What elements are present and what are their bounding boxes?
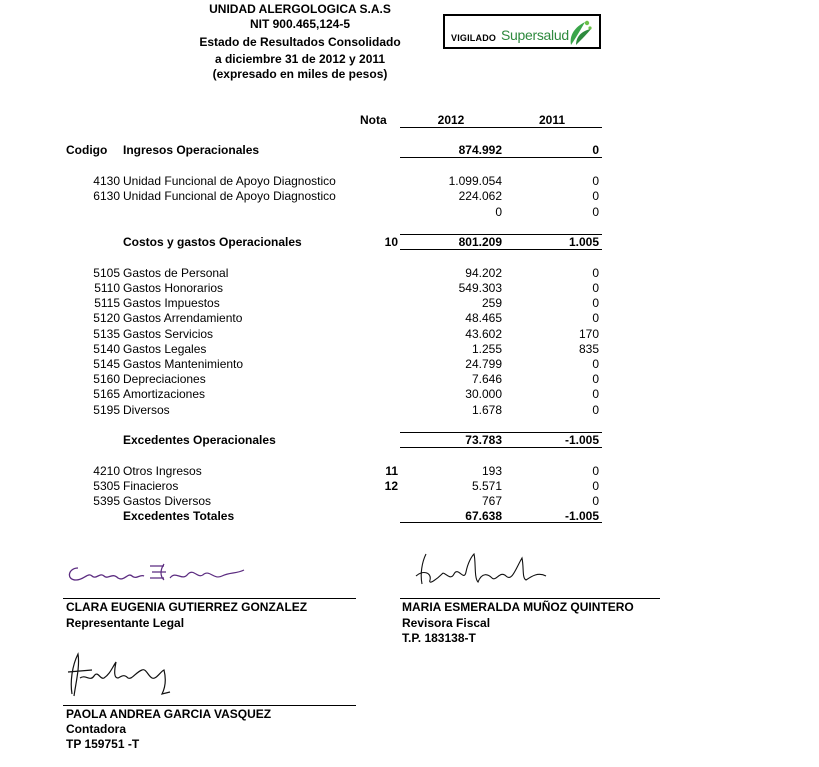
row-2012: 7.646: [471, 372, 502, 386]
row-code: 5305: [93, 479, 120, 493]
row-code: 5195: [93, 403, 120, 417]
ingresos-2011: 0: [592, 143, 599, 157]
supersalud-brand: Supersalud: [501, 27, 569, 43]
row-2012: 5.571: [471, 479, 502, 493]
row-desc: Gastos Mantenimiento: [123, 357, 244, 371]
row-2012: 48.465: [465, 311, 502, 325]
costos-nota: 10: [384, 235, 398, 249]
costos-2012: 801.209: [458, 235, 502, 249]
excedentes-op-2012: 73.783: [465, 433, 502, 447]
row-2011: 0: [592, 205, 599, 219]
row-2011: 0: [592, 281, 599, 295]
excedentes-tot-title: Excedentes Totales: [123, 509, 235, 523]
row-2011: 835: [578, 342, 599, 356]
excedentes-op-2011: -1.005: [564, 433, 599, 447]
row-2011: 0: [592, 296, 599, 310]
row-2011: 0: [592, 189, 599, 203]
legal-name: CLARA EUGENIA GUTIERREZ GONZALEZ: [66, 600, 308, 614]
row-2012: 259: [481, 296, 502, 310]
row-2011: 0: [592, 266, 599, 280]
fiscal-role: Revisora Fiscal: [402, 616, 491, 630]
excedentes-tot-2011: -1.005: [564, 509, 599, 523]
row-2012: 1.099.054: [448, 174, 502, 188]
row-code: 5135: [93, 327, 120, 341]
statement-title: Estado de Resultados Consolidado: [199, 35, 401, 49]
col-2012: 2012: [437, 113, 465, 127]
row-code: 5110: [94, 281, 120, 295]
row-code: 4210: [93, 464, 120, 478]
row-2012: 30.000: [465, 387, 502, 401]
row-code: 4130: [93, 174, 120, 188]
row-nota: 12: [384, 479, 398, 493]
col-2011: 2011: [538, 113, 566, 127]
signature-fiscal: [408, 548, 558, 590]
excedentes-op-rule: [400, 447, 602, 448]
ingresos-2012: 874.992: [458, 143, 502, 157]
row-desc: Otros Ingresos: [123, 464, 202, 478]
contadora-tp: TP 159751 -T: [66, 737, 140, 751]
row-desc: Gastos de Personal: [123, 266, 229, 280]
legal-role: Representante Legal: [66, 616, 185, 630]
row-nota: 11: [385, 464, 398, 478]
row-2011: 0: [592, 494, 599, 508]
row-2012: 1.255: [471, 342, 502, 356]
excedentes-tot-rule: [400, 522, 602, 523]
excedentes-op-title: Excedentes Operacionales: [123, 433, 276, 447]
header-rule: [400, 127, 602, 128]
row-code: 5145: [93, 357, 120, 371]
signature-contadora: [62, 648, 182, 704]
row-code: 5165: [93, 387, 120, 401]
row-code: 6130: [93, 189, 120, 203]
signature-line-fiscal: [400, 598, 660, 599]
row-desc: Finacieros: [123, 479, 179, 493]
row-desc: Unidad Funcional de Apoyo Diagnostico: [123, 174, 336, 188]
vigilado-label: VIGILADO: [451, 33, 497, 43]
costos-rule: [400, 249, 602, 250]
row-2012: 43.602: [465, 327, 502, 341]
row-code: 5115: [94, 296, 120, 310]
row-2011: 170: [578, 327, 599, 341]
row-2011: 0: [592, 464, 599, 478]
row-desc: Gastos Arrendamiento: [123, 311, 243, 325]
supersalud-leaf-icon: [567, 19, 593, 47]
row-2011: 0: [592, 174, 599, 188]
row-2011: 0: [592, 479, 599, 493]
company-nit: NIT 900.465,124-5: [249, 17, 351, 31]
row-2011: 0: [592, 311, 599, 325]
row-desc: Amortizaciones: [123, 387, 206, 401]
row-desc: Diversos: [123, 403, 170, 417]
signature-line-legal: [63, 598, 356, 599]
signature-legal: [64, 558, 254, 588]
statement-date: a diciembre 31 de 2012 y 2011: [214, 52, 386, 66]
row-2011: 0: [592, 387, 599, 401]
row-code: 5120: [93, 311, 120, 325]
row-desc: Gastos Servicios: [123, 327, 214, 341]
row-code: 5105: [93, 266, 120, 280]
row-code: 5140: [93, 342, 120, 356]
row-2012: 0: [495, 205, 502, 219]
row-desc: Gastos Legales: [123, 342, 207, 356]
row-2011: 0: [592, 357, 599, 371]
col-nota: Nota: [360, 113, 387, 127]
row-2012: 549.303: [458, 281, 502, 295]
row-desc: Gastos Honorarios: [123, 281, 224, 295]
excedentes-tot-2012: 67.638: [465, 509, 502, 523]
fiscal-tp: T.P. 183138-T: [402, 631, 476, 645]
row-desc: Depreciaciones: [123, 372, 206, 386]
row-code: 5395: [93, 494, 120, 508]
supersalud-logo: [443, 14, 601, 49]
row-2012: 94.202: [465, 266, 502, 280]
row-2011: 0: [592, 403, 599, 417]
company-name: UNIDAD ALERGOLOGICA S.A.S: [209, 2, 391, 16]
ingresos-rule: [400, 157, 602, 158]
row-desc: Gastos Diversos: [123, 494, 212, 508]
row-desc: Gastos Impuestos: [123, 296, 220, 310]
signature-line-contadora: [63, 705, 356, 706]
row-2012: 24.799: [465, 357, 502, 371]
costos-2011: 1.005: [568, 235, 599, 249]
row-2012: 1.678: [471, 403, 502, 417]
fiscal-name: MARIA ESMERALDA MUÑOZ QUINTERO: [402, 600, 634, 614]
row-2011: 0: [592, 372, 599, 386]
row-desc: Unidad Funcional de Apoyo Diagnostico: [123, 189, 336, 203]
codigo-label: Codigo: [66, 143, 108, 157]
row-2012: 193: [481, 464, 502, 478]
ingresos-title: Ingresos Operacionales: [123, 143, 260, 157]
contadora-name: PAOLA ANDREA GARCIA VASQUEZ: [66, 707, 272, 721]
row-code: 5160: [93, 372, 120, 386]
row-2012: 767: [481, 494, 502, 508]
costos-title: Costos y gastos Operacionales: [123, 235, 302, 249]
statement-units: (expresado en miles de pesos): [212, 67, 388, 81]
contadora-role: Contadora: [66, 722, 126, 736]
row-2012: 224.062: [458, 189, 502, 203]
